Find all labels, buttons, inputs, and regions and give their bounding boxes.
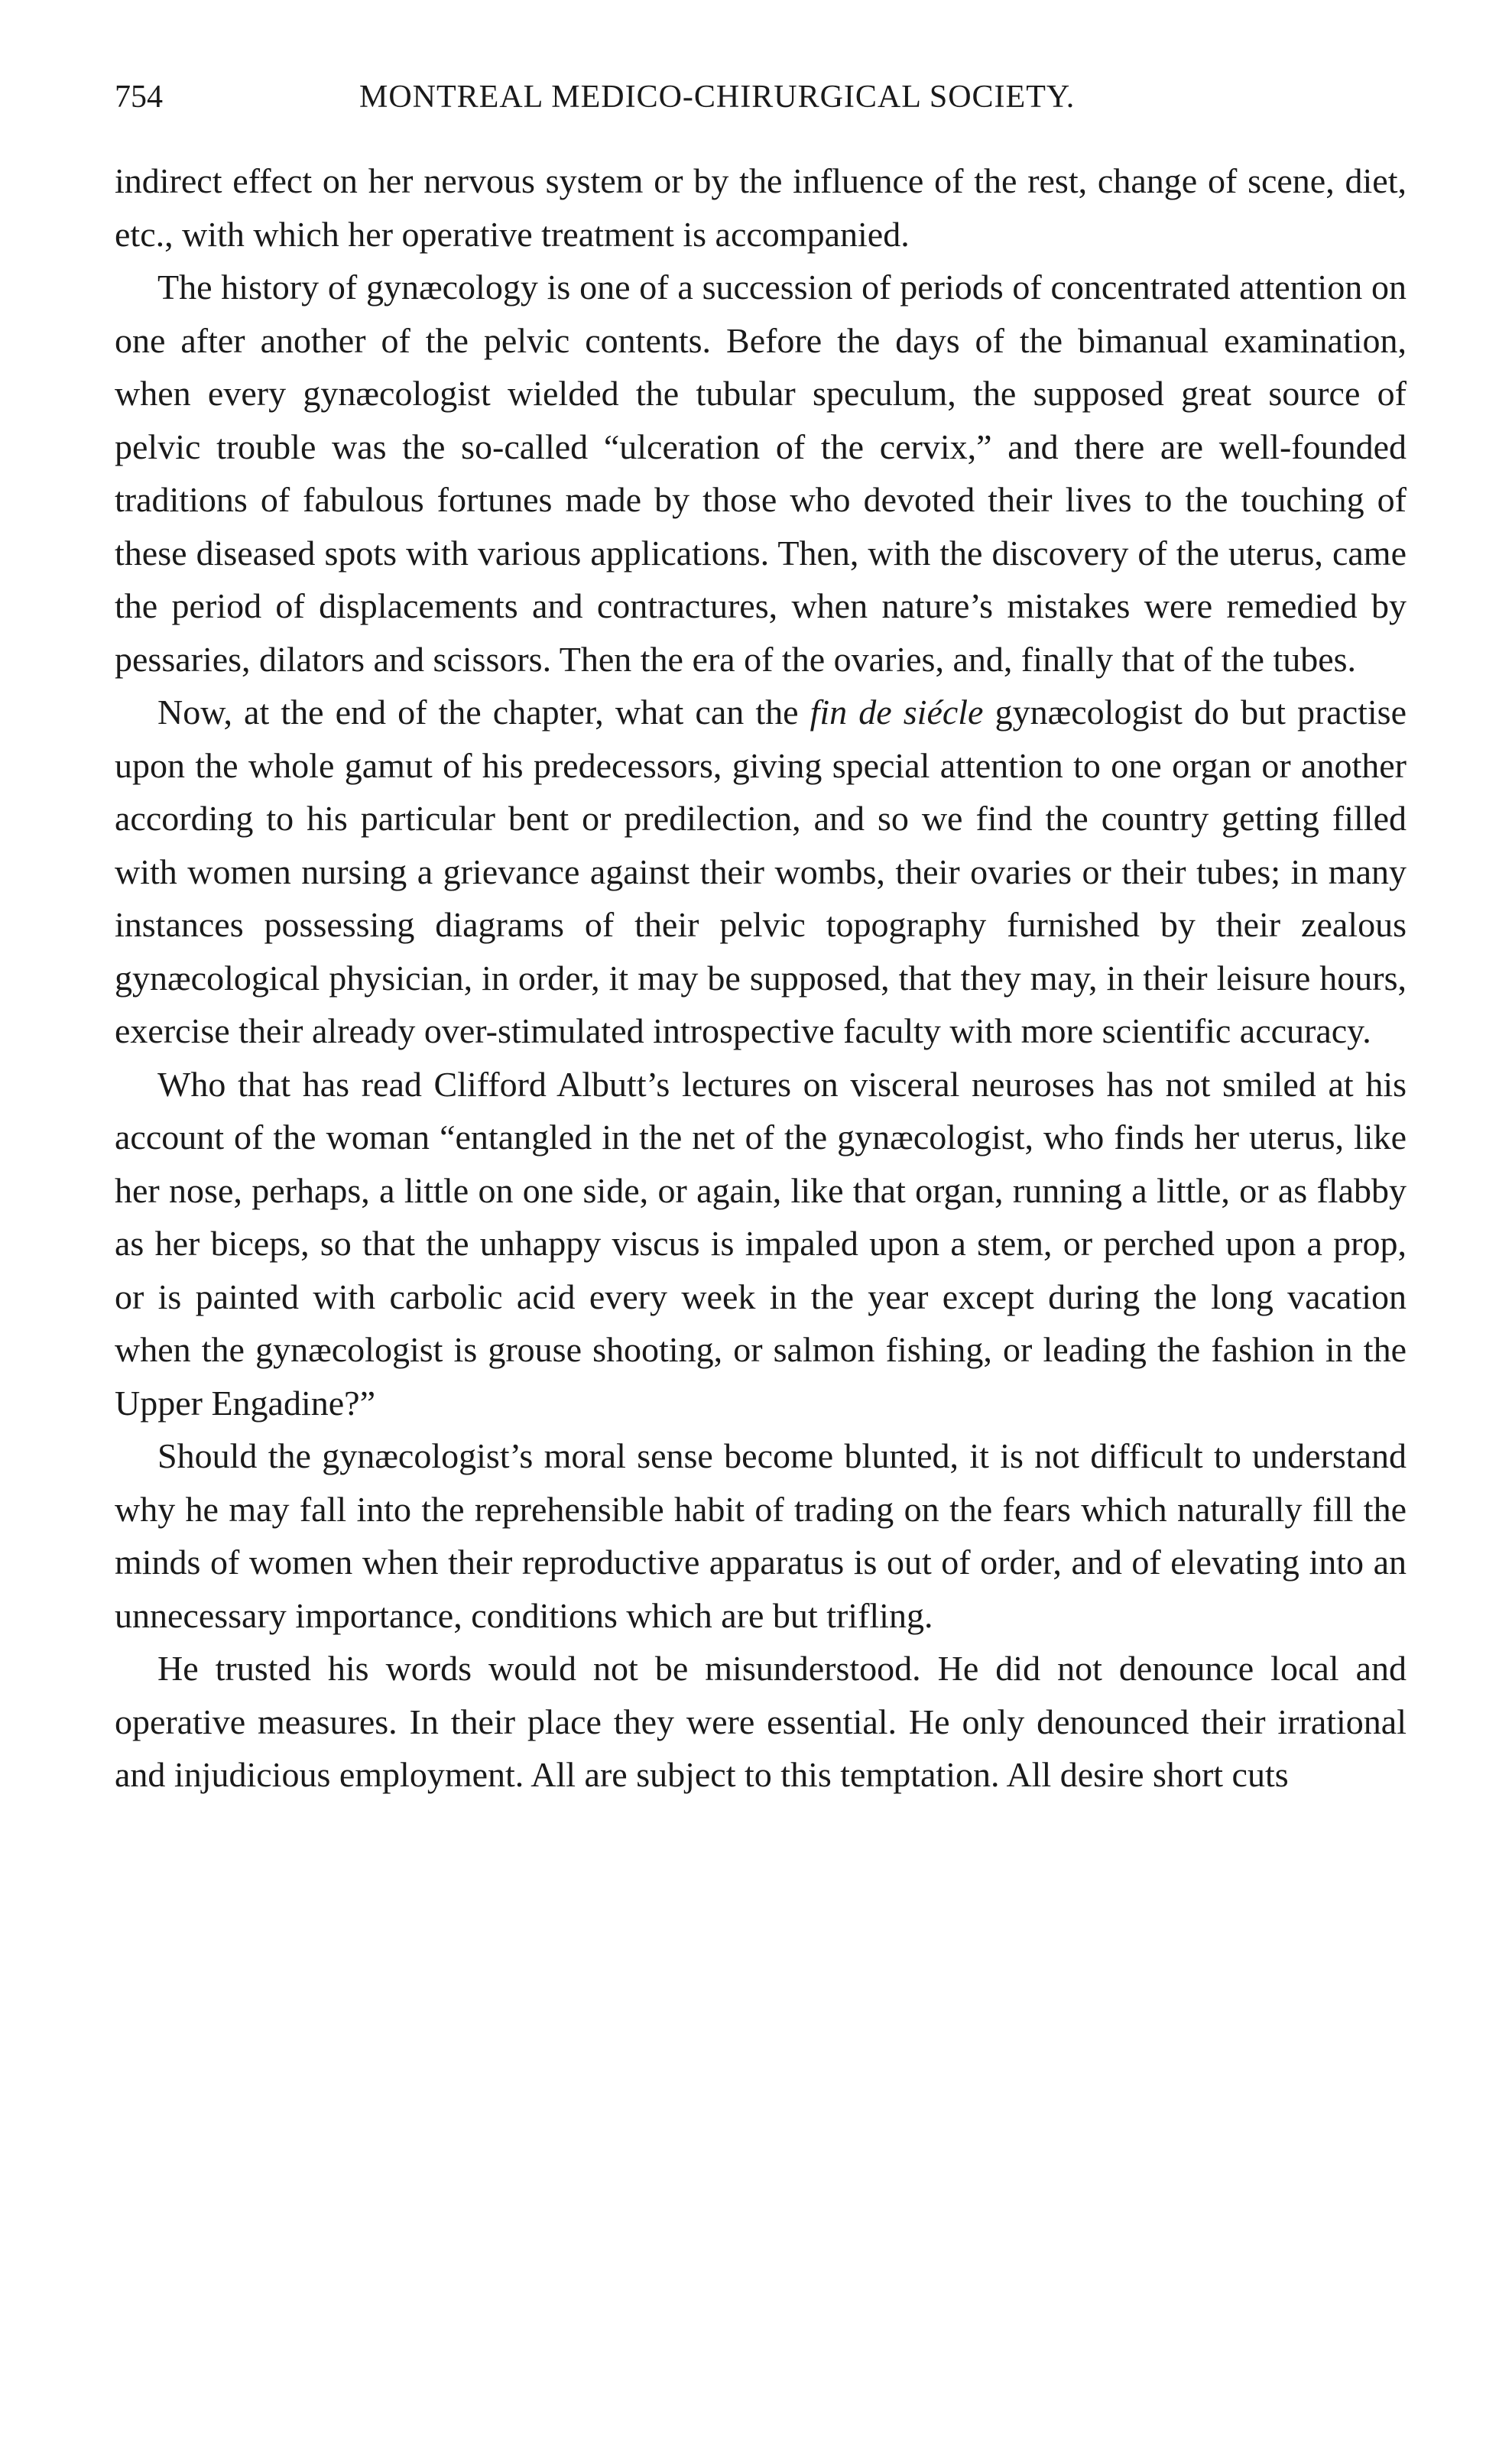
paragraph-fin-de-siecle [115, 686, 1407, 1058]
paragraph-clifford-albutt: Who that has read Clifford Albutt’s lectures on visceral neuroses has not smiled at his account of the woman “entangled in the net of the gynæcologist, who finds her uterus, like her nose, perhaps, a little on one side, or again, like that organ, running a little, or as flabby as her biceps, so that the unhappy viscus is impaled upon a stem, or perched upon a prop, or is painted with carbolic acid every week in the year except during the long vacation when the gynæcologist is grouse shooting, or salmon fishing, or leading the fashion in the Upper Engadine?” [115, 1064, 1407, 1423]
body-text [115, 154, 1407, 1802]
paragraph-history-of-gynaecology: The history of gynæcology is one of a succession of periods of concentrated attention on one after another of the pelvic contents. Before the days of the bimanual examination, when every gynæcologist wielded the tubular speculum, the supposed great source of pelvic trouble was the so-called “ulceration of the cervix,” and there are well-founded traditions of fabulous fortunes made by those who devoted their lives to the touching of these diseased spots with various applications. Then, with the discovery of the uterus, came the period of displacements and contractures, when nature’s mistakes were remedied by pessaries, dilators and scissors. Then the era of the ovaries, and, finally that of the tubes. [115, 268, 1407, 679]
italic-phrase: fin de siécle [810, 693, 984, 732]
paragraph-text: Now, at the end of the chapter, what can the [157, 693, 810, 732]
paragraph-text: gynæcologist do but practise upon the whole gamut of his predecessors, giving special attention to one organ or another according to his particular bent or predilection, and so we find the country getting filled with women nursing a grievance against their wombs, their ovaries or their tubes; in many instances possessing diagrams of their pelvic topography furnished by their zealous gynæcological physician, in order, it may be supposed, that they may, in their leisure hours, exercise their already over-stimulated introspective faculty with more scientific accuracy. [115, 693, 1407, 1050]
journal-title: MONTREAL MEDICO-CHIRURGICAL SOCIETY. [359, 79, 1076, 115]
paragraph-misunderstood: He trusted his words would not be misunderstood. He did not denounce local and operative measures. In their place they were essential. He only denounced their irrational and injudicious employment. All are subject to this temptation. All desire short cuts [115, 1649, 1407, 1794]
running-head [115, 70, 1407, 124]
paragraph-continued: indirect effect on her nervous system or by the influence of the rest, change of scene, diet, etc., with which her operative treatment is accompanied. [115, 161, 1407, 254]
document-page [115, 70, 1407, 1802]
page-number: 754 [115, 79, 163, 115]
paragraph-moral-sense: Should the gynæcologist’s moral sense become blunted, it is not difficult to understand why he may fall into the reprehensible habit of trading on the fears which naturally fill the minds of women when their reproductive apparatus is out of order, and of elevating into an unnecessary importance, conditions which are but trifling. [115, 1436, 1407, 1635]
